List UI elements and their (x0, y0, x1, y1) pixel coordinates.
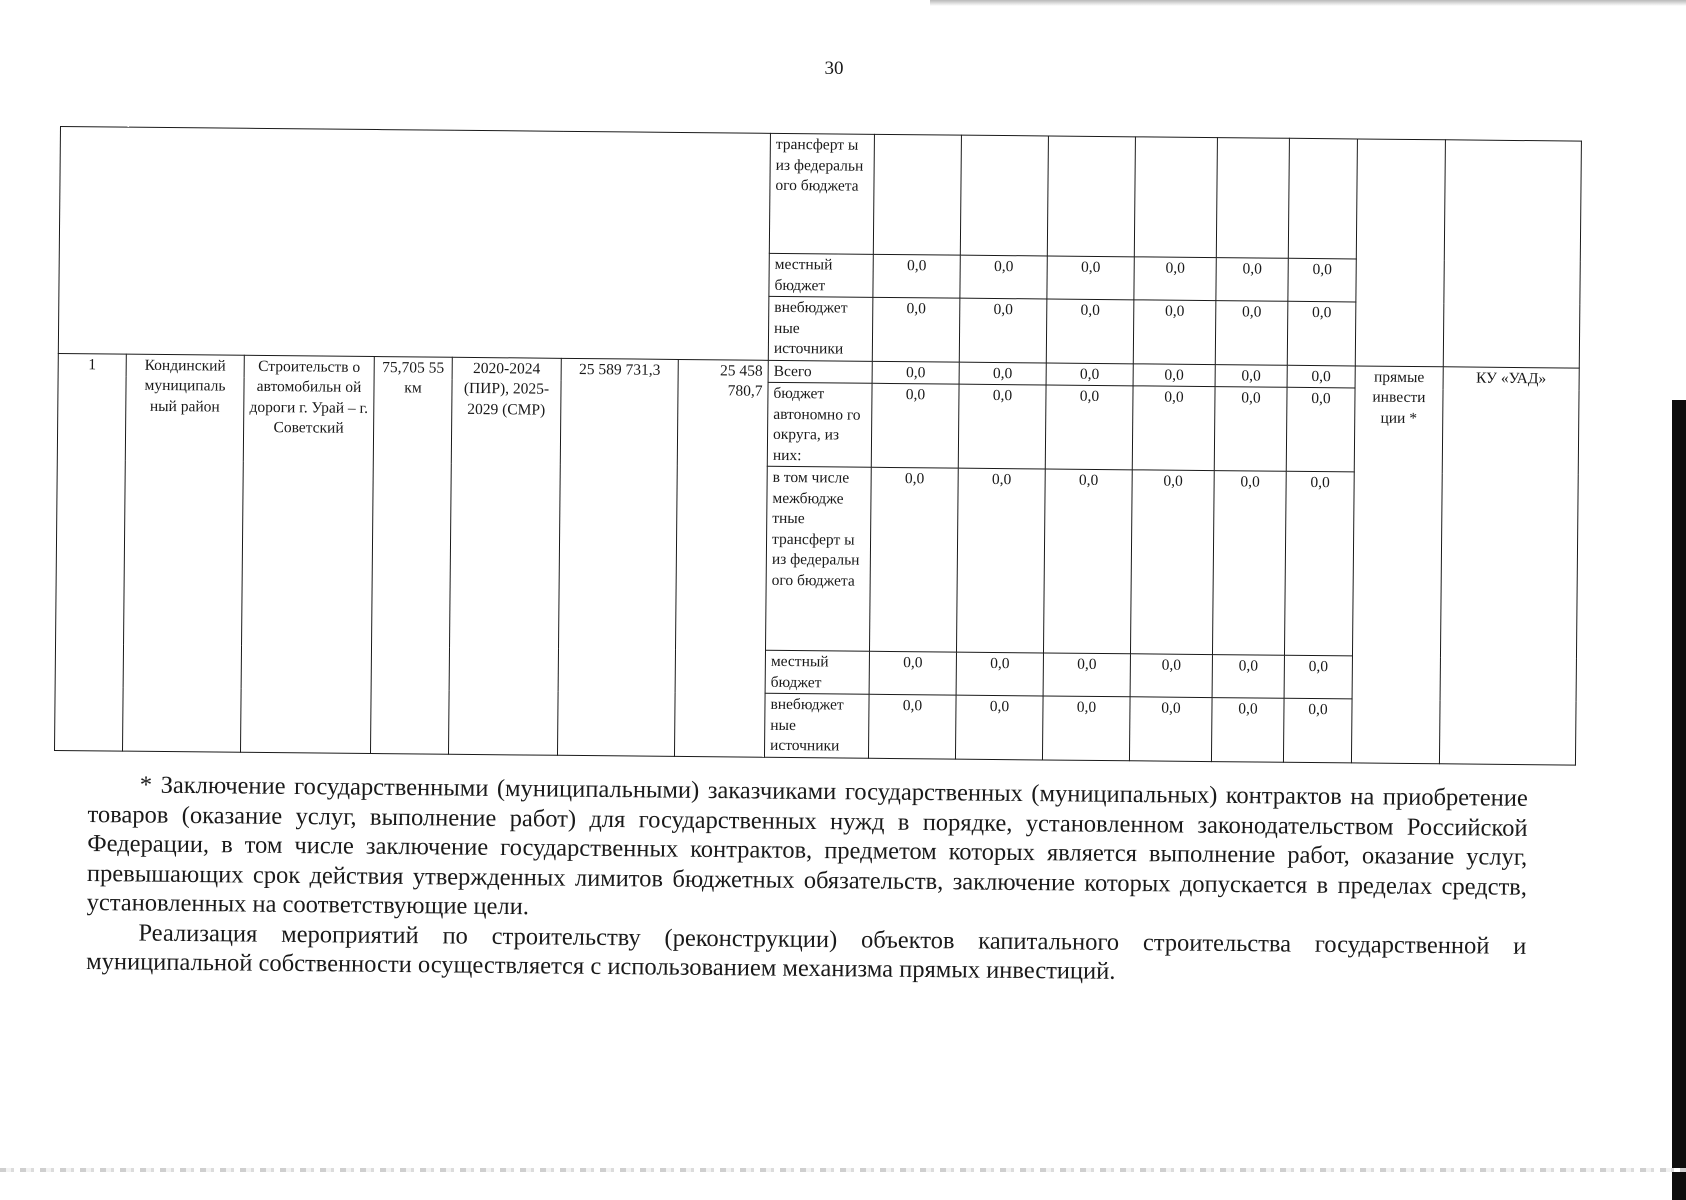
customer-blank-cell (1443, 140, 1581, 368)
value-cell: 0,0 (1215, 364, 1287, 387)
value-cell (1288, 138, 1357, 259)
value-cell: 0,0 (1216, 258, 1288, 302)
footnote-paragraph: * Заключение государственными (муниципальными) заказчиками государственных (муниципальных) контрактов на приобретение товаров (оказание услуг, выполнение работ) для государственных нужд в порядке, установленном законодательством Российской Федерации, в том числе заключение государственных контрактов, предметом которых является выполнение работ, оказание услуг, превышающих срок действия утвержденных лимитов бюджетных обязательств, заключение которых допускается в пределах средств, установленных на соответствующие цели. (86, 771, 1528, 921)
value-cell: 0,0 (869, 651, 956, 695)
value-cell: 0,0 (1212, 655, 1284, 699)
continuation-blank-cell (58, 127, 770, 360)
value-cell: 0,0 (1284, 471, 1354, 656)
value-cell: 0,0 (868, 694, 956, 758)
value-cell: 0,0 (1211, 698, 1284, 762)
value-cell: 0,0 (873, 254, 960, 298)
value-cell: 0,0 (872, 297, 960, 361)
row-number: 1 (55, 353, 127, 751)
value-cell: 0,0 (1129, 697, 1212, 761)
source-label: Всего (768, 360, 872, 383)
value-cell: 0,0 (871, 383, 959, 468)
capacity-cell: 75,705 55 км (370, 356, 452, 754)
footnote (86, 770, 1528, 990)
scan-top-edge (930, 0, 1686, 6)
value-cell: 0,0 (956, 652, 1043, 696)
investment-table-wrap (54, 126, 1582, 765)
value-cell: 0,0 (1134, 257, 1216, 301)
value-cell: 0,0 (959, 362, 1046, 385)
value-cell: 0,0 (1043, 653, 1130, 697)
value-cell (1134, 137, 1217, 258)
value-cell: 0,0 (1046, 299, 1134, 363)
value-cell (1216, 138, 1289, 259)
value-cell: 0,0 (1132, 386, 1215, 471)
value-cell: 0,0 (960, 255, 1047, 299)
table-row (59, 127, 1581, 262)
value-cell: 0,0 (958, 384, 1046, 469)
value-cell: 0,0 (1287, 365, 1355, 388)
customer-cell: КУ «УАД» (1439, 366, 1579, 764)
value-cell (960, 135, 1048, 256)
value-cell (1047, 136, 1135, 257)
source-label: трансферт ы из федеральн ого бюджета (769, 133, 874, 254)
value-cell: 0,0 (1284, 655, 1352, 699)
value-cell: 0,0 (1047, 256, 1134, 300)
value-cell: 0,0 (1130, 654, 1212, 698)
source-label: в том числе межбюдже тные трансферт ы из федеральн ого бюджета (765, 466, 871, 651)
source-label: внебюджет ные источники (764, 693, 869, 757)
value-cell: 0,0 (1130, 470, 1214, 655)
value-cell: 0,0 (872, 361, 959, 384)
footnote-paragraph: Реализация мероприятий по строительству (реконструкции) объектов капитального строительства государственной и муниципальной собственности осуществляется с использованием механизма прямых инвестиций. (86, 918, 1527, 985)
value-cell: 0,0 (1133, 300, 1216, 364)
value-cell: 0,0 (1214, 387, 1287, 472)
municipality-cell: Кондинский муниципаль ный район (123, 354, 245, 752)
value-cell: 0,0 (1043, 469, 1132, 654)
value-cell: 0,0 (869, 467, 958, 652)
value-cell (873, 134, 961, 255)
page-number: 30 (824, 58, 844, 79)
estimated-cost-cell: 25 589 731,3 (557, 358, 678, 756)
mechanism-blank-cell (1355, 139, 1445, 366)
mechanism-cell: прямые инвести ции * (1351, 365, 1443, 763)
scan-right-edge (1672, 400, 1686, 1200)
source-label: внебюджет ные источники (768, 296, 873, 360)
source-label: местный бюджет (769, 253, 873, 297)
value-cell: 0,0 (1287, 301, 1356, 365)
value-cell: 0,0 (1283, 698, 1352, 762)
value-cell: 0,0 (1046, 362, 1133, 385)
value-cell: 0,0 (955, 695, 1043, 759)
value-cell: 0,0 (1215, 301, 1288, 365)
remaining-cost-cell: 25 458 780,7 (674, 359, 768, 757)
value-cell: 0,0 (956, 468, 1045, 653)
value-cell: 0,0 (1212, 471, 1286, 656)
value-cell: 0,0 (1042, 696, 1130, 760)
source-label: бюджет автономно го округа, из них: (767, 382, 872, 467)
value-cell: 0,0 (1045, 385, 1133, 470)
value-cell: 0,0 (1133, 363, 1215, 386)
period-cell: 2020-2024 (ПИР), 2025-2029 (СМР) (448, 357, 561, 755)
investment-table (54, 126, 1582, 765)
object-name-cell: Строительств о автомобильн ой дороги г. Урай – г. Советский (241, 355, 375, 753)
value-cell: 0,0 (1286, 387, 1355, 472)
scan-bottom-edge (0, 1168, 1686, 1172)
value-cell: 0,0 (1288, 258, 1356, 302)
value-cell: 0,0 (959, 298, 1047, 362)
source-label: местный бюджет (765, 650, 869, 694)
